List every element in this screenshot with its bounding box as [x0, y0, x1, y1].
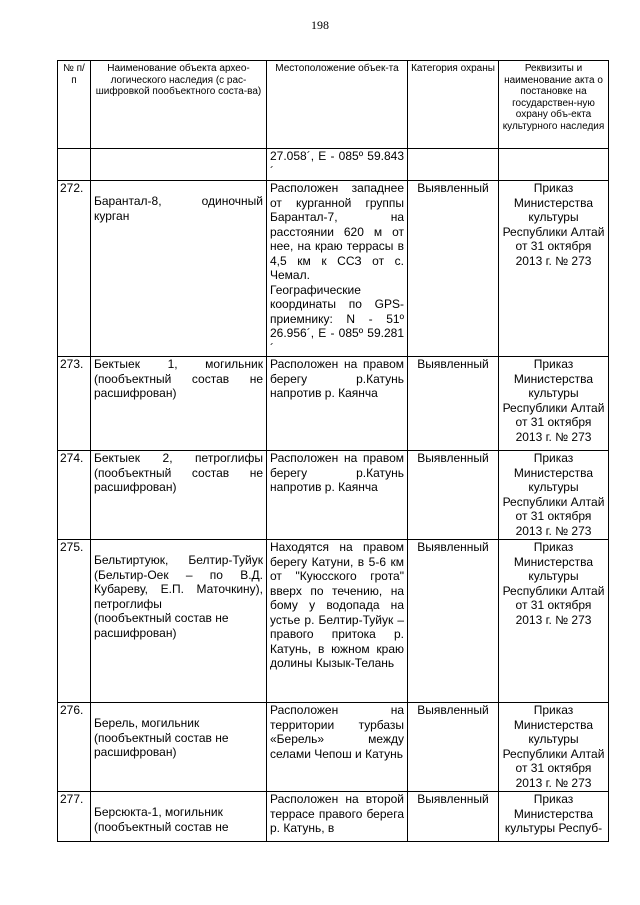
row-category: Выявленный: [408, 181, 499, 357]
row-location: Расположен на правом берегу р.Катунь напротив р. Каянча: [267, 357, 408, 451]
header-category: Категория охраны: [408, 61, 499, 149]
row-name-subtext: (пообъектный состав не расшифрован): [94, 611, 229, 640]
row-location: Находятся на правом берегу Катуни, в 5-6 км от "Куюсского грота" вверх по течению, на бому у водопада на устье р. Белтир-Туйук – правого притока р. Катунь, в южном краю долины Кызык-Телань: [267, 540, 408, 703]
row-location: Расположен на второй террасе правого берега р. Катунь, в: [267, 792, 408, 842]
row-name: Бектыек 1, могильник (пообъектный состав не расшифрован): [91, 357, 267, 451]
row-category: Выявленный: [408, 792, 499, 842]
table-row: [58, 181, 609, 357]
row-location: Расположен западнее от курганной группы Барантал-7, на расстоянии 620 м от нее, на краю террасы в 4,5 км к ССЗ от с. Чемал. Географические координаты по GPS-приемнику: N - 51º 26.956´, Е - 085º 59.281´: [267, 181, 408, 357]
row-num: 274.: [58, 451, 91, 540]
header-num: № п/п: [58, 61, 91, 149]
row-category: Выявленный: [408, 703, 499, 792]
row-name-text: Берель, могильник: [94, 716, 200, 730]
row-category: Выявленный: [408, 451, 499, 540]
header-location: Местоположение объек-та: [267, 61, 408, 149]
row-requisites: Приказ Министерства культуры Республики Алтай от 31 октября 2013 г. № 273: [499, 540, 609, 703]
row-requisites: Приказ Министерства культуры Республики Алтай от 31 октября 2013 г. № 273: [499, 451, 609, 540]
table-row: [58, 149, 609, 181]
page-number: 198: [311, 18, 329, 32]
table-header-row: [58, 61, 609, 149]
row-name: [91, 540, 267, 703]
row-num: 273.: [58, 357, 91, 451]
row-name-subtext: (пообъектный состав не расшифрован): [94, 730, 229, 759]
row-requisites: Приказ Министерства культуры Республики Алтай от 31 октября 2013 г. № 273: [499, 181, 609, 357]
row-name: [91, 149, 267, 181]
table-row: [58, 357, 609, 451]
row-requisites: Приказ Министерства культуры Респуб-: [499, 792, 609, 842]
heritage-table: [57, 60, 609, 842]
row-requisites: [499, 149, 609, 181]
header-requisites: Реквизиты и наименование акта о постановке на государствен-ную охрану объ-екта культурного наследия: [499, 61, 609, 149]
row-location: Расположен на территории турбазы «Берель» между селами Чепош и Катунь: [267, 703, 408, 792]
row-name-text: Барантал-8, одиночный курган: [94, 194, 263, 223]
row-requisites: Приказ Министерства культуры Республики Алтай от 31 октября 2013 г. № 273: [499, 703, 609, 792]
row-requisites: Приказ Министерства культуры Республики Алтай от 31 октября 2013 г. № 273: [499, 357, 609, 451]
table-row: [58, 703, 609, 792]
row-name-subtext: (пообъектный состав не: [94, 819, 229, 834]
row-name: [91, 703, 267, 792]
row-num: [58, 149, 91, 181]
table-row: [58, 451, 609, 540]
row-num: 277.: [58, 792, 91, 842]
row-name-text: Бельтиртуюк, Белтир-Туйук (Бельтир-Оек – по В.Д. Кубареву, Е.П. Маточкину), петроглифы: [94, 553, 263, 611]
row-num: 275.: [58, 540, 91, 703]
row-name: Бектыек 2, петроглифы (пообъектный состав не расшифрован): [91, 451, 267, 540]
table-row: [58, 792, 609, 842]
header-name: Наименование объекта архео-логического наследия (с рас-шифровкой пообъектного соста-ва): [91, 61, 267, 149]
row-location: Расположен на правом берегу р.Катунь напротив р. Каянча: [267, 451, 408, 540]
row-num: 272.: [58, 181, 91, 357]
row-location: 27.058´, Е - 085º 59.843´: [267, 149, 408, 181]
row-name-text: Берсюкта-1, могильник: [94, 805, 223, 819]
row-num: 276.: [58, 703, 91, 792]
row-category: [408, 149, 499, 181]
row-category: Выявленный: [408, 357, 499, 451]
table-row: [58, 540, 609, 703]
row-name: [91, 181, 267, 357]
row-category: Выявленный: [408, 540, 499, 703]
row-name: [91, 792, 267, 842]
